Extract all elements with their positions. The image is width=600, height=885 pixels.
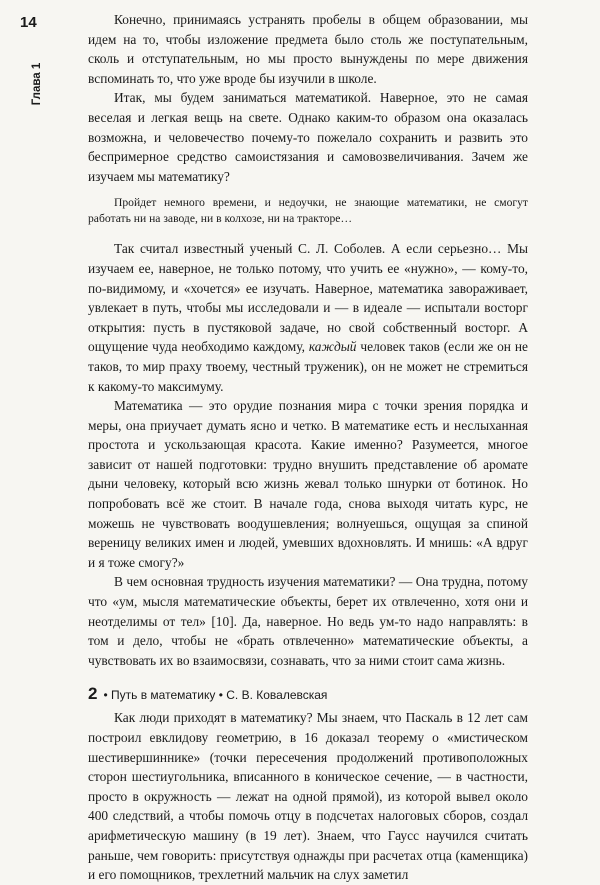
chapter-label: Глава 1 <box>31 62 43 106</box>
page-number: 14 <box>20 14 37 31</box>
section-title: • Путь в математику • С. В. Ковалевская <box>103 688 328 703</box>
section-heading <box>88 684 528 704</box>
paragraph-3 <box>88 239 528 396</box>
paragraph-3-part-a: Так считал известный ученый С. Л. Соболев. А если серьезно… Мы изучаем ее, наверное, не только потому, что учить ее «нужно», — кому-то, по-видимому, и «хочется» ее изучать. Наверное, математика завораживает, увлекает в путь, чтобы мы исследовали и — в идеале — испытали восторг открытия: пусть в пустяковой задаче, но свой собственный восторг. А ощущение чуда необходимо каждому, <box>88 241 528 355</box>
paragraph-2: Итак, мы будем заниматься математикой. Наверное, это не самая веселая и легкая вещь на свете. Однако каким-то образом она оказалась возможна, и человечество почему-то пожелало сохранить и развить это беспримерное средство самоистязания и самовозвеличивания. Зачем же изучаем мы математику? <box>88 90 528 184</box>
page-content <box>88 10 528 885</box>
section-number: 2 <box>88 684 98 704</box>
paragraph-4: Математика — это орудие познания мира с точки зрения порядка и меры, она приучает думать ясно и четко. В математике есть и неслыханная простота и ускользающая красота. Какие именно? Разумеется, многое зависит от нашей подготовки: трудно внушить представление об аромате дыни человеку, который всю жизнь жевал только шнурки от ботинок. Но попробовать всё же стоит. В начале года, снова выходя читать курс, не можешь не чувствовать воодушевления; волнуешься, ощущая за спиной вереницу великих имен и людей, умевших вдохновлять. И мнишь: «А вдруг и я тоже смогу?» <box>88 398 528 570</box>
epigraph-quote: Пройдет немного времени, и недоучки, не знающие математики, не смогут работать ни на заводе, ни в колхозе, ни на тракторе… <box>88 196 528 226</box>
paragraph-1: Конечно, принимаясь устранять пробелы в общем образовании, мы идем на то, чтобы изложение предмета было столь же поступательным, сколь и отступательным, но мы просто вынуждены по мере движения вспоминать то, что уже вроде бы изучили в школе. <box>88 12 528 86</box>
paragraph-5: В чем основная трудность изучения математики? — Она трудна, потому что «ум, мысля математические объекты, берет их отвлеченно, хотя они и неотделимы от тел» [10]. Да, наверное. Но ведь ум-то надо направлять: в том и дело, чтобы не «брать отвлеченно» математические объекты, а чувствовать их во взаимосвязи, сознавать, что за ними стоит сама жизнь. <box>88 574 528 668</box>
paragraph-3-part-b: человек таков (если же он не таков, то мир праху твоему, честный труженик), он не может не стремиться к какому-то максимуму. <box>88 339 528 394</box>
paragraph-6: Как люди приходят в математику? Мы знаем, что Паскаль в 12 лет сам построил евклидову геометрию, в 16 доказал теорему о «мистическом шестивершиннике» (точки пересечения продолжений противоположных сторон шестиугольника, вписанного в коническое сечение, — в частности, просто в окружность — лежат на одной прямой), из которой вывел около 400 следствий, а чтобы помочь отцу в подсчетах налоговых сборов, создал арифметическую машину (в 19 лет). Знаем, что Гаусс научился считать раньше, чем говорить: присутствуя однажды при расчетах отца (каменщика) и его помощников, трехлетний мальчик на слух заметил <box>88 710 528 883</box>
paragraph-3-emphasis: каждый <box>308 339 357 355</box>
